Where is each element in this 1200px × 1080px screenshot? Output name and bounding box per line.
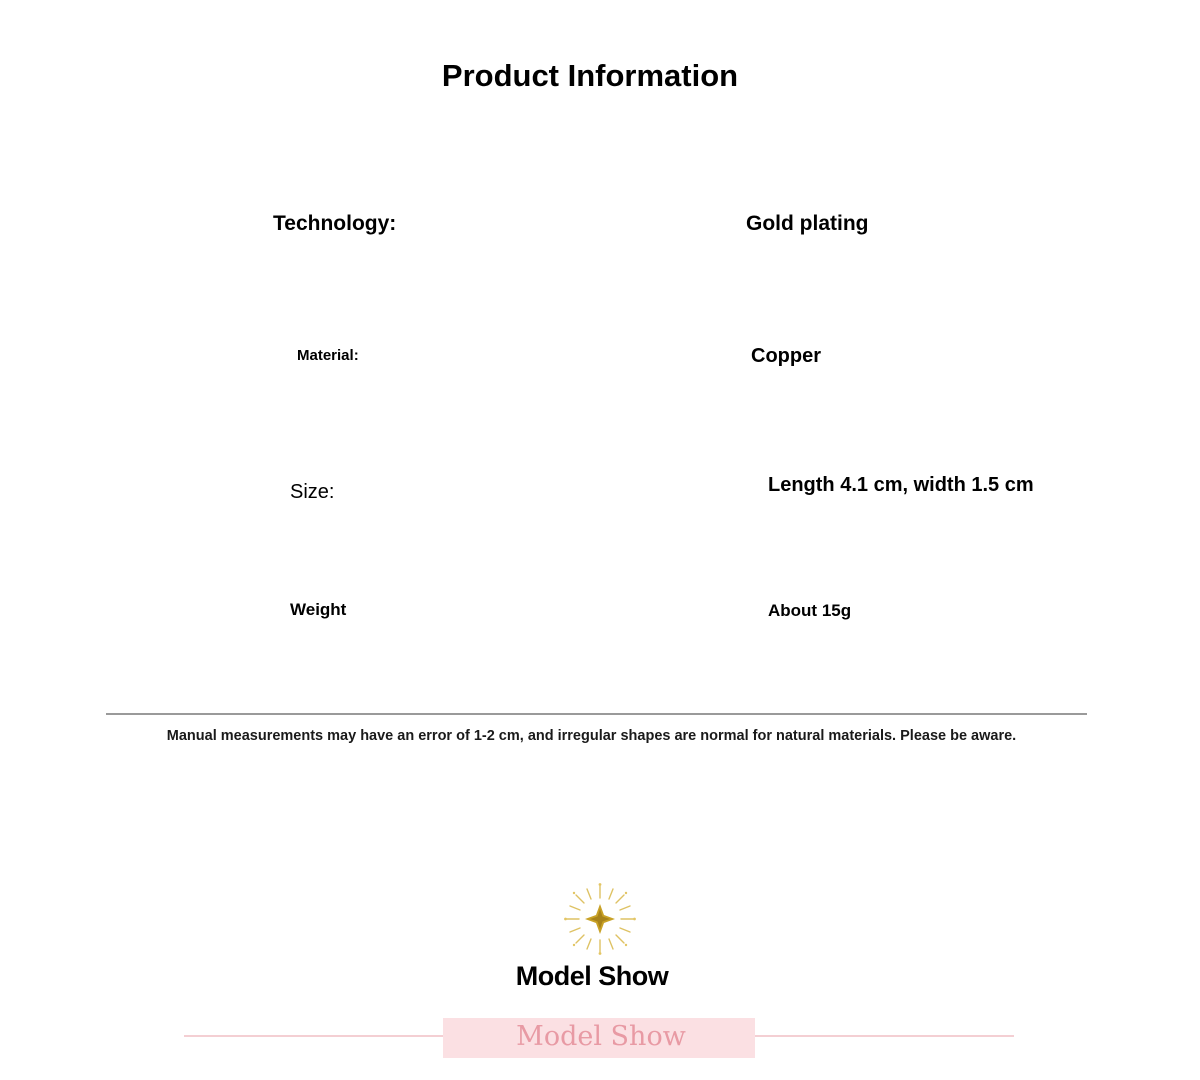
spec-value-weight: About 15g [768, 601, 852, 620]
spec-label-material: Material: [297, 347, 359, 364]
spec-label-size: Size: [290, 481, 335, 503]
model-show-title: Model Show [515, 961, 669, 991]
sparkle-star-icon [563, 882, 637, 956]
spec-value-material: Copper [751, 345, 821, 367]
spec-value-size: Length 4.1 cm, width 1.5 cm [768, 474, 1034, 496]
page-title: Product Information [441, 58, 739, 93]
measurement-note: Manual measurements may have an error of 1-2 cm, and irregular shapes are normal for natural materials. Please be aware. [166, 728, 1017, 744]
spec-label-technology: Technology: [273, 212, 397, 235]
model-show-banner-text: Model Show [516, 1021, 686, 1052]
spec-label-weight: Weight [290, 600, 347, 619]
section-divider [106, 713, 1087, 715]
spec-value-technology: Gold plating [746, 212, 869, 235]
